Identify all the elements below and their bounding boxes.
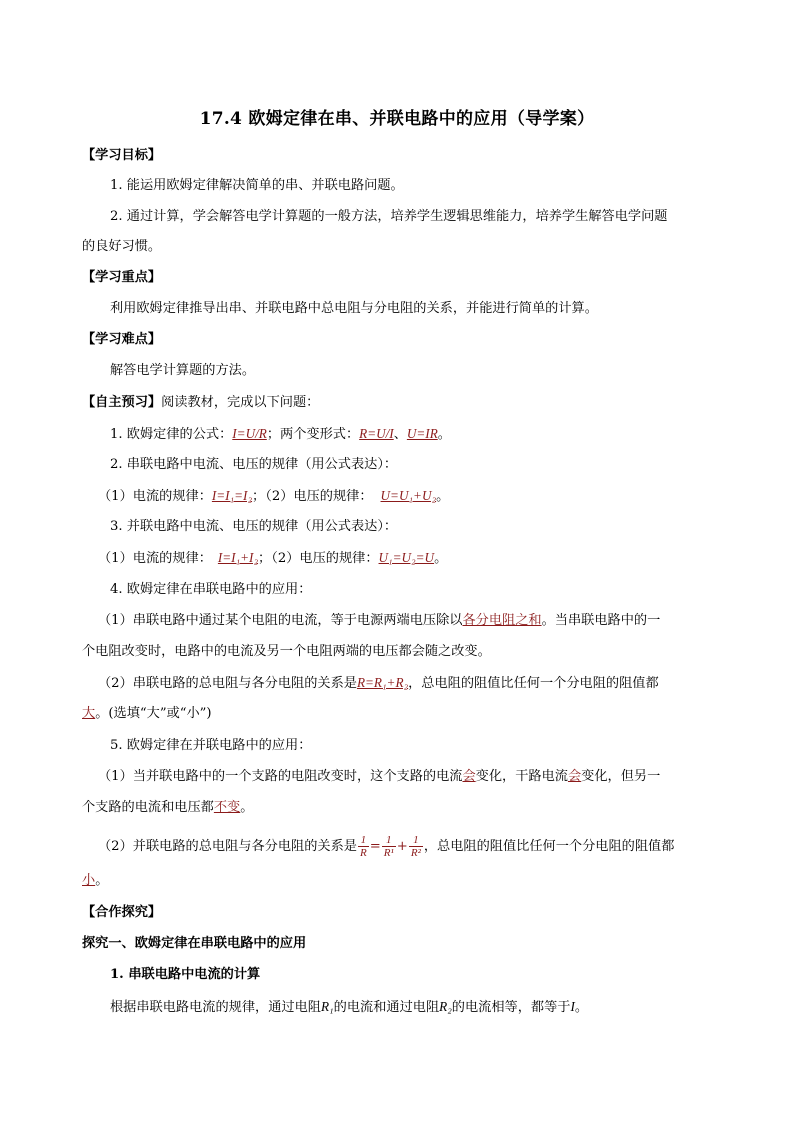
preview-q4b-line-1 <box>98 673 714 694</box>
symbol-i: I <box>570 999 575 1014</box>
preview-q3: 3. 并联电路中电流、电压的规律（用公式表达）： <box>110 519 398 534</box>
q3-current-label: （1）电流的规律： <box>98 551 212 566</box>
preview-q3-answers <box>98 548 714 569</box>
explore-subheading-1-1: 1. 串联电路中电流的计算 <box>110 967 261 982</box>
q5b-suffix: ，总电阻的阻值比任何一个分电阻的阻值都 <box>423 839 675 854</box>
preview-q5a-line-2 <box>82 798 714 818</box>
explore-subheading-1: 探究一、欧姆定律在串联电路中的应用 <box>82 936 307 951</box>
preview-q5b-line-2 <box>82 871 714 891</box>
preview-q4b-line-2 <box>82 704 714 724</box>
fraction-numerator: 1 <box>382 834 396 847</box>
explore-text-end: 。 <box>574 1000 589 1015</box>
fraction-numerator: 1 <box>358 834 369 847</box>
preview-heading-line <box>82 393 714 413</box>
q4b-prefix: （2）串联电路的总电阻与各分电阻的关系是 <box>98 676 357 691</box>
q5a-answer-3: 不变 <box>213 800 241 815</box>
difficulties-text: 解答电学计算题的方法。 <box>110 363 256 378</box>
preview-q4a-line-2: 个电阻改变时，电路中的电流及另一个电阻两端的电压都会随之改变。 <box>82 644 491 659</box>
preview-q5a-line-1 <box>98 767 714 787</box>
q5a-prefix: （1）当并联电路中的一个支路的电阻改变时，这个支路的电流 <box>98 769 463 784</box>
q1-answer-variant-1: R=U/I <box>359 426 394 441</box>
q4a-prefix: （1）串联电路中通过某个电阻的电流，等于电源两端电压除以 <box>98 613 463 628</box>
q2-voltage-answer: U=U₁+U₂ <box>380 488 437 503</box>
explore-text-mid: 的电流和通过电阻 <box>333 1000 440 1015</box>
section-heading-goals: 【学习目标】 <box>82 148 162 163</box>
preview-q4a-line-1 <box>98 611 714 631</box>
explore-text-prefix: 根据串联电路电流的规律，通过电阻 <box>110 1000 321 1015</box>
preview-heading-suffix: 阅读教材，完成以下问题： <box>161 395 320 410</box>
fraction-denominator: R¹ <box>383 847 394 859</box>
fraction-1-over-r2 <box>409 834 423 859</box>
q4b-suffix: ，总电阻的阻值比任何一个分电阻的阻值都 <box>408 676 659 691</box>
preview-q2: 2. 串联电路中电流、电压的规律（用公式表达）： <box>110 457 398 472</box>
q1-answer-formula: I=U/R <box>232 426 267 441</box>
q4b-answer-big: 大 <box>82 706 96 721</box>
q3-voltage-answer: U₁=U₂=U <box>378 550 435 565</box>
goal-item-2-line-2: 的良好习惯。 <box>82 239 162 254</box>
symbol-r1: R₁ <box>321 999 334 1014</box>
q2-current-label: （1）电流的规律： <box>98 489 212 504</box>
fraction-1-over-r1 <box>382 834 396 859</box>
q5a-mid-2: 变化，但另一 <box>581 769 661 784</box>
q4a-answer: 各分电阻之和 <box>462 613 542 628</box>
preview-q5b-line-1 <box>98 834 714 859</box>
key-points-text: 利用欧姆定律推导出串、并联电路中总电阻与分电阻的关系，并能进行简单的计算。 <box>110 301 598 316</box>
preview-q4: 4. 欧姆定律在串联电路中的应用： <box>110 582 312 597</box>
equals-sign: = <box>369 839 381 854</box>
q1-answer-variant-2: U=IR <box>406 426 438 441</box>
q3-end: 。 <box>434 551 448 566</box>
goal-item-1: 1. 能运用欧姆定律解决简单的串、并联电路问题。 <box>110 178 404 193</box>
section-heading-difficulties: 【学习难点】 <box>82 332 162 347</box>
plus-sign: + <box>396 839 408 854</box>
document-title: 17.4 欧姆定律在串、并联电路中的应用（导学案） <box>199 109 595 129</box>
q5a-answer-2: 会 <box>567 769 582 784</box>
q5a-l2-prefix: 个支路的电流和电压都 <box>82 800 214 815</box>
fraction-1-over-r <box>358 834 369 859</box>
q4a-suffix: 。当串联电路中的一 <box>541 613 661 628</box>
q2-voltage-label: ；（2）电压的规律： <box>252 489 373 504</box>
preview-q2-answers <box>98 486 714 507</box>
explore-text-mid-2: 的电流相等，都等于 <box>451 1000 571 1015</box>
goal-item-2-line-1: 2. 通过计算，学会解答电学计算题的一般方法，培养学生逻辑思维能力，培养学生解答电学问题 <box>110 209 668 224</box>
q5a-answer-1: 会 <box>462 769 476 784</box>
q2-end: 。 <box>436 489 450 504</box>
q5a-l2-end: 。 <box>240 800 254 815</box>
q4b-hint: 。(选填“大”或“小”) <box>95 706 212 721</box>
section-heading-explore: 【合作探究】 <box>82 905 162 920</box>
q5b-answer-small: 小 <box>82 873 96 888</box>
q5b-end: 。 <box>95 873 109 888</box>
symbol-r2: R₂ <box>439 999 452 1014</box>
fraction-numerator: 1 <box>409 834 423 847</box>
q3-voltage-label: ；（2）电压的规律： <box>258 551 379 566</box>
preview-q1 <box>110 424 714 445</box>
q1-end: 。 <box>437 427 451 442</box>
section-heading-preview: 【自主预习】 <box>82 395 162 410</box>
q1-mid: ；两个变形式： <box>266 427 360 442</box>
preview-q5: 5. 欧姆定律在并联电路中的应用： <box>110 738 312 753</box>
q4b-answer: R=R₁+R₂ <box>356 675 409 690</box>
q5a-mid-1: 变化，干路电流 <box>475 769 568 784</box>
q5b-prefix: （2）并联电路的总电阻与各分电阻的关系是 <box>98 839 357 854</box>
section-heading-key-points: 【学习重点】 <box>82 270 162 285</box>
fraction-denominator: R² <box>410 847 421 859</box>
q3-current-answer: I=I₁+I₂ <box>217 550 259 565</box>
q1-separator: 、 <box>393 427 407 442</box>
q2-current-answer: I=I₁=I₂ <box>211 488 253 503</box>
q1-prefix: 1. 欧姆定律的公式： <box>110 427 233 442</box>
fraction-denominator: R <box>359 847 367 859</box>
explore-text <box>110 997 714 1018</box>
